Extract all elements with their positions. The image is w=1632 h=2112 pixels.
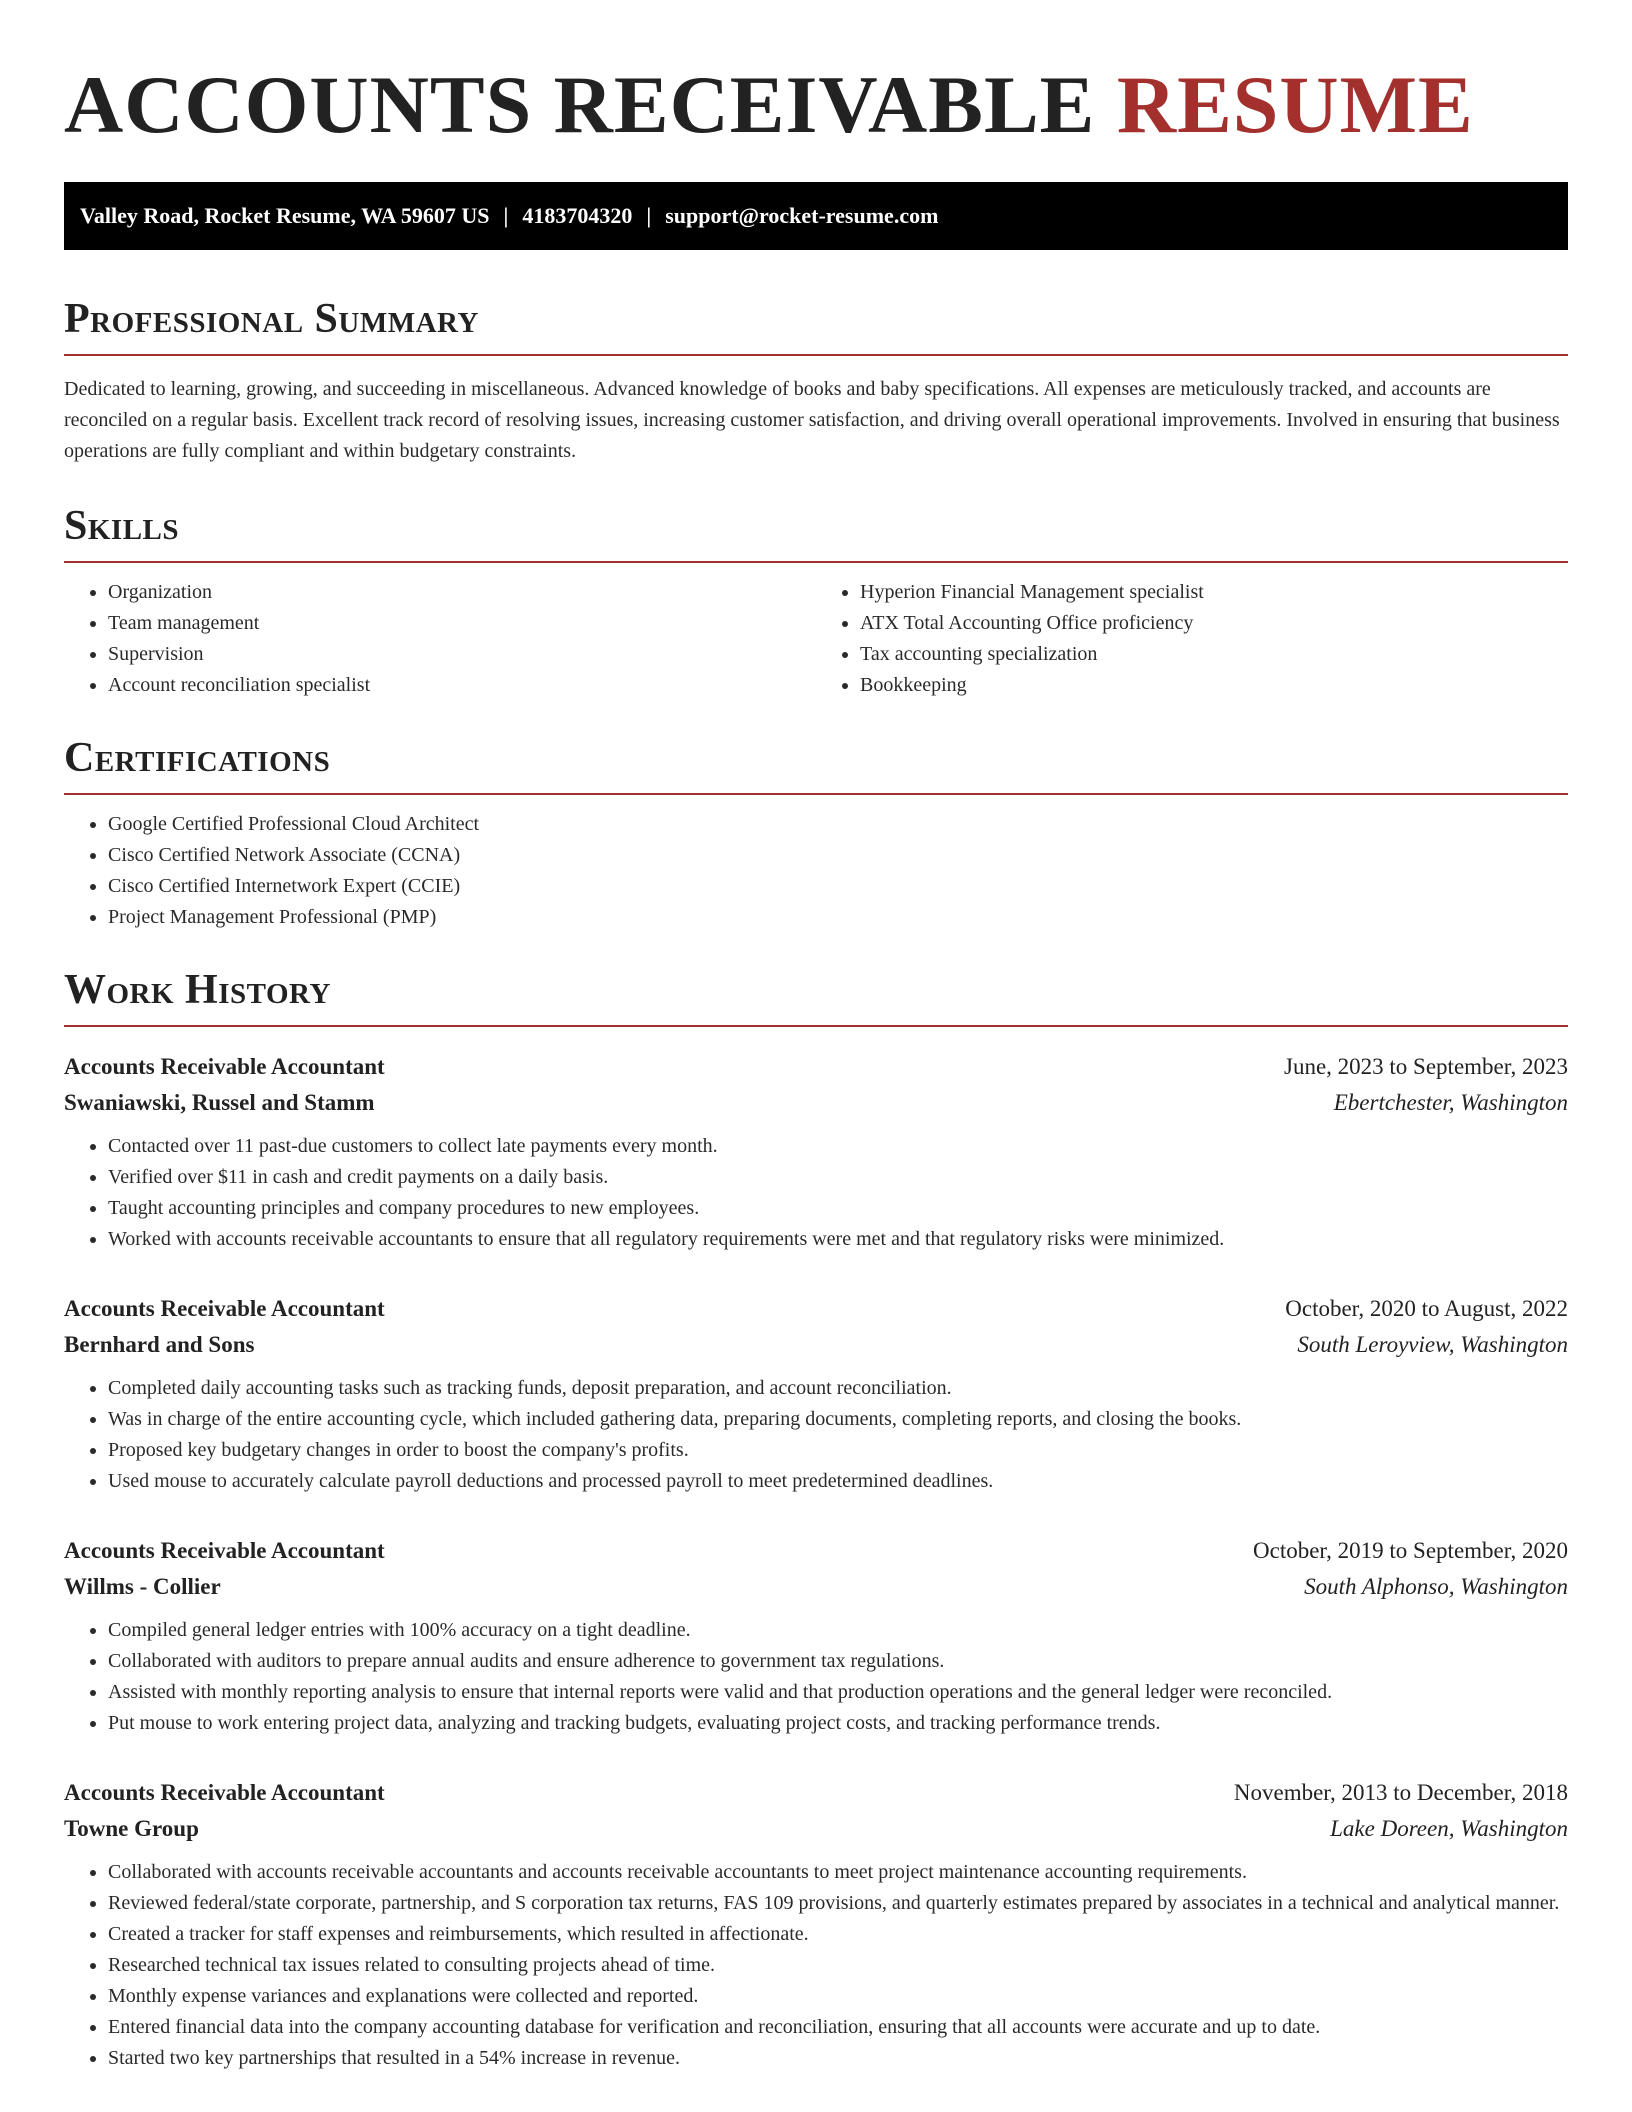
certification-item: • Cisco Certified Internetwork Expert (CCIE) <box>108 871 1568 902</box>
job-company: Bernhard and Sons <box>64 1332 255 1357</box>
skill-item: • Team management <box>108 608 816 639</box>
job-bullet: • Was in charge of the entire accounting cycle, which included gathering data, preparing documents, completing reports, and closing the books. <box>108 1404 1568 1435</box>
contact-email[interactable]: support@rocket-resume.com <box>665 203 939 228</box>
summary-section <box>64 298 1568 467</box>
title-main: ACCOUNTS RECEIVABLE <box>64 59 1096 150</box>
job-title: Accounts Receivable Accountant <box>64 1054 385 1079</box>
job-dates: October, 2019 to September, 2020 <box>1253 1538 1568 1563</box>
certification-item: • Project Management Professional (PMP) <box>108 902 1568 933</box>
contact-bar <box>64 182 1568 250</box>
job-company-row <box>64 1811 1568 1847</box>
skill-item: • Account reconciliation specialist <box>108 670 816 701</box>
contact-separator: | <box>646 203 652 228</box>
job-bullet: • Assisted with monthly reporting analysis to ensure that internal reports were valid and that production operations and the general ledger were reconciled. <box>108 1677 1568 1708</box>
job-location: Ebertchester, Washington <box>1333 1090 1568 1115</box>
job-location: South Leroyview, Washington <box>1297 1332 1568 1357</box>
certification-item: • Google Certified Professional Cloud Architect <box>108 809 1568 840</box>
skill-item: • Bookkeeping <box>860 670 1568 701</box>
job-bullet: • Reviewed federal/state corporate, partnership, and S corporation tax returns, FAS 109 provisions, and quarterly estimates prepared by associates in a technical and analytical manner. <box>108 1888 1568 1919</box>
job-bullet: • Monthly expense variances and explanations were collected and reported. <box>108 1981 1568 2012</box>
job-entry <box>64 1533 1568 1739</box>
job-company: Towne Group <box>64 1816 199 1841</box>
skill-item: • Hyperion Financial Management specialist <box>860 577 1568 608</box>
job-title: Accounts Receivable Accountant <box>64 1780 385 1805</box>
job-header-row <box>64 1049 1568 1085</box>
job-bullets <box>64 1857 1568 2074</box>
skills-list-left <box>64 577 816 701</box>
skills-section <box>64 505 1568 701</box>
skills-list-right <box>816 577 1568 701</box>
summary-heading: Professional Summary <box>64 298 1568 356</box>
work-history-section <box>64 969 1568 2074</box>
job-dates: November, 2013 to December, 2018 <box>1233 1780 1568 1805</box>
skills-heading: Skills <box>64 505 1568 563</box>
job-bullet: • Entered financial data into the company accounting database for verification and reconciliation, ensuring that all accounts were accurate and up to date. <box>108 2012 1568 2043</box>
summary-text: Dedicated to learning, growing, and succeeding in miscellaneous. Advanced knowledge of books and baby specifications. All expenses are meticulously tracked, and accounts are reconciled on a regular basis. Excellent track record of resolving issues, increasing customer satisfaction, and driving overall operational improvements. Involved in ensuring that business operations are fully compliant and within budgetary constraints. <box>64 378 1560 462</box>
job-header-row <box>64 1291 1568 1327</box>
job-title: Accounts Receivable Accountant <box>64 1296 385 1321</box>
job-bullet: • Contacted over 11 past-due customers to collect late payments every month. <box>108 1131 1568 1162</box>
job-company: Willms - Collier <box>64 1574 221 1599</box>
job-bullets <box>64 1373 1568 1497</box>
skills-grid <box>64 563 1568 701</box>
job-entry <box>64 1049 1568 1255</box>
job-bullet: • Collaborated with auditors to prepare annual audits and ensure adherence to government tax regulations. <box>108 1646 1568 1677</box>
title-accent: RESUME <box>1116 59 1474 150</box>
job-bullets <box>64 1131 1568 1255</box>
job-bullet: • Put mouse to work entering project data, analyzing and tracking budgets, evaluating project costs, and tracking performance trends. <box>108 1708 1568 1739</box>
job-location: Lake Doreen, Washington <box>1330 1816 1568 1841</box>
job-bullet: • Taught accounting principles and company procedures to new employees. <box>108 1193 1568 1224</box>
skill-item: • ATX Total Accounting Office proficiency <box>860 608 1568 639</box>
job-entry <box>64 1291 1568 1497</box>
job-bullet: • Verified over $11 in cash and credit payments on a daily basis. <box>108 1162 1568 1193</box>
skill-item: • Supervision <box>108 639 816 670</box>
job-entry <box>64 1775 1568 2074</box>
certifications-list <box>64 809 1568 933</box>
job-header-row <box>64 1775 1568 1811</box>
certification-item: • Cisco Certified Network Associate (CCNA) <box>108 840 1568 871</box>
certifications-section <box>64 737 1568 933</box>
job-bullet: • Completed daily accounting tasks such as tracking funds, deposit preparation, and account reconciliation. <box>108 1373 1568 1404</box>
job-bullet: • Collaborated with accounts receivable accountants and accounts receivable accountants to meet project maintenance accounting requirements. <box>108 1857 1568 1888</box>
job-company-row <box>64 1569 1568 1605</box>
job-bullet: • Worked with accounts receivable accountants to ensure that all regulatory requirements were met and that regulatory risks were minimized. <box>108 1224 1568 1255</box>
job-company-row <box>64 1085 1568 1121</box>
skill-item: • Tax accounting specialization <box>860 639 1568 670</box>
skill-item: • Organization <box>108 577 816 608</box>
job-bullet: • Proposed key budgetary changes in order to boost the company's profits. <box>108 1435 1568 1466</box>
job-bullets <box>64 1615 1568 1739</box>
job-bullet: • Researched technical tax issues related to consulting projects ahead of time. <box>108 1950 1568 1981</box>
job-title: Accounts Receivable Accountant <box>64 1538 385 1563</box>
contact-separator: | <box>503 203 509 228</box>
job-header-row <box>64 1533 1568 1569</box>
job-bullet: • Started two key partnerships that resulted in a 54% increase in revenue. <box>108 2043 1568 2074</box>
contact-address: Valley Road, Rocket Resume, WA 59607 US <box>80 203 490 228</box>
contact-phone: 4183704320 <box>522 203 633 228</box>
job-bullet: • Compiled general ledger entries with 100% accuracy on a tight deadline. <box>108 1615 1568 1646</box>
job-location: South Alphonso, Washington <box>1304 1574 1568 1599</box>
certifications-heading: Certifications <box>64 737 1568 795</box>
resume-title <box>64 59 1568 150</box>
job-company: Swaniawski, Russel and Stamm <box>64 1090 375 1115</box>
job-dates: June, 2023 to September, 2023 <box>1284 1054 1568 1079</box>
job-company-row <box>64 1327 1568 1363</box>
work-history-heading: Work History <box>64 969 1568 1027</box>
job-dates: October, 2020 to August, 2022 <box>1285 1296 1568 1321</box>
job-bullet: • Used mouse to accurately calculate payroll deductions and processed payroll to meet predetermined deadlines. <box>108 1466 1568 1497</box>
job-bullet: • Created a tracker for staff expenses and reimbursements, which resulted in affectionate. <box>108 1919 1568 1950</box>
